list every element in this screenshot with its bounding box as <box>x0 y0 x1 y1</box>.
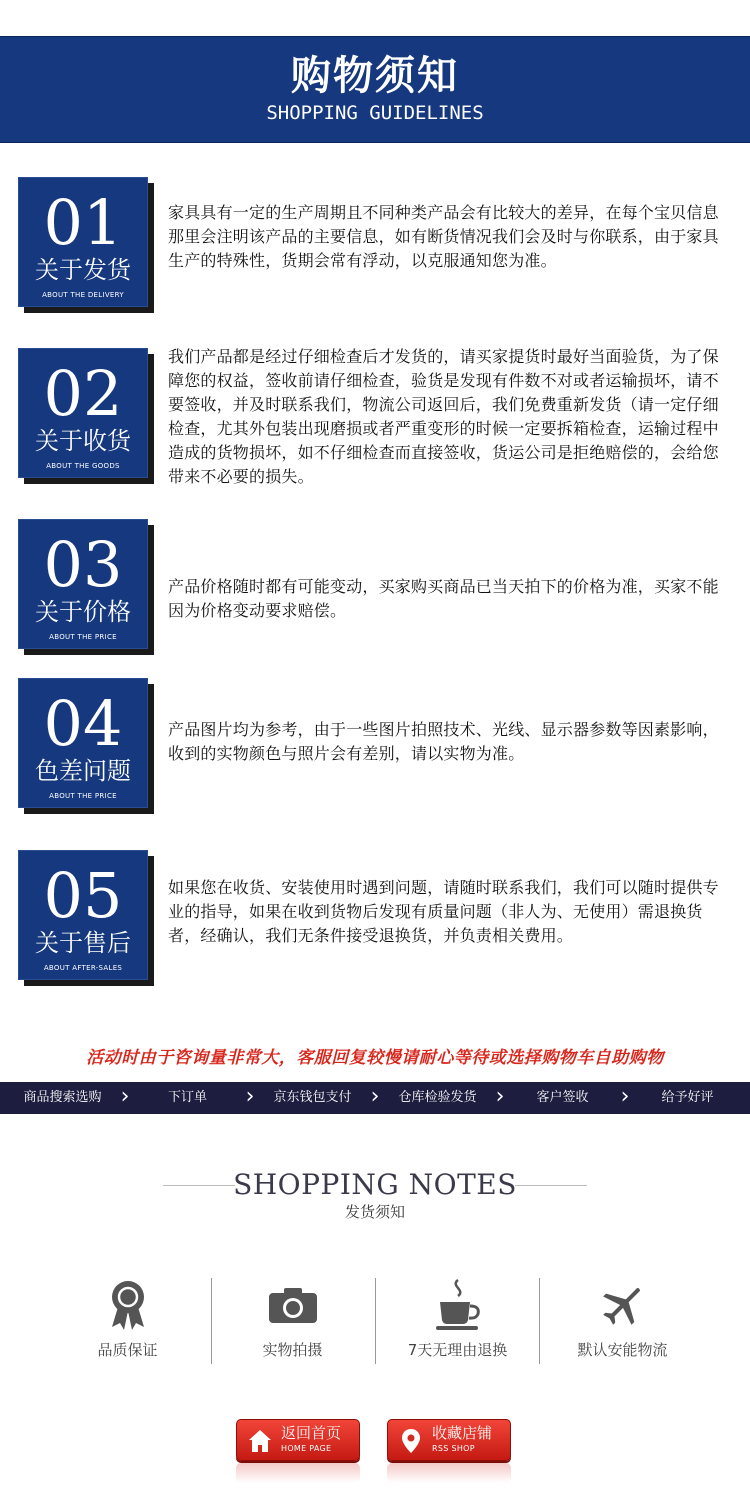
step-label: 商品搜索选购 <box>23 1090 102 1105</box>
guideline-number: 02 <box>43 357 123 430</box>
service-features <box>45 1278 705 1364</box>
guideline-badge <box>18 678 148 808</box>
feature-returns <box>375 1278 540 1364</box>
home-page-button[interactable] <box>236 1419 360 1461</box>
feature-label: 7天无理由退换 <box>407 1341 508 1359</box>
coffee-cup-icon <box>375 1278 540 1332</box>
airplane-icon <box>540 1278 705 1332</box>
header-banner <box>0 36 750 143</box>
shopping-notes-heading <box>0 1168 750 1222</box>
feature-label: 品质保证 <box>97 1341 158 1359</box>
guideline-title-en: ABOUT THE PRICE <box>49 633 117 641</box>
feature-quality <box>45 1278 210 1364</box>
chevron-right-icon: › <box>245 1084 255 1109</box>
favorite-shop-button[interactable] <box>387 1419 511 1461</box>
guideline-badge <box>18 850 148 980</box>
award-ribbon-icon <box>45 1278 210 1332</box>
chevron-right-icon: › <box>120 1084 130 1109</box>
chevron-right-icon: › <box>620 1084 630 1109</box>
step-pay <box>250 1082 380 1114</box>
button-label: 收藏店铺 <box>432 1424 493 1442</box>
step-order <box>125 1082 255 1114</box>
step-sign <box>500 1082 630 1114</box>
guideline-number: 03 <box>43 528 123 601</box>
guideline-badge <box>18 177 148 307</box>
button-label: 返回首页 <box>281 1424 342 1442</box>
guideline-title-en: ABOUT THE PRICE <box>49 792 117 800</box>
guideline-title: 关于发货 <box>35 256 131 284</box>
service-notice: 活动时由于咨询量非常大，客服回复较慢请耐心等待或选择购物车自助购物 <box>86 1048 664 1068</box>
shopping-notes-subtitle: 发货须知 <box>344 1203 405 1221</box>
guideline-title: 关于收货 <box>35 427 131 455</box>
feature-real-photos <box>210 1278 375 1364</box>
camera-icon <box>210 1278 375 1332</box>
guideline-badge <box>18 348 148 478</box>
guideline-number: 05 <box>43 859 123 932</box>
guideline-text: 产品图片均为参考，由于一些图片拍照技术、光线、显示器参数等因素影响，收到的实物颜色与照片会有差别，请以实物为准。 <box>168 720 719 763</box>
feature-label: 实物拍摄 <box>262 1341 323 1359</box>
feature-logistics <box>540 1278 705 1364</box>
step-search <box>0 1082 130 1114</box>
chevron-right-icon: › <box>370 1084 380 1109</box>
guideline-text: 家具具有一定的生产周期且不同种类产品会有比较大的差异，在每个宝贝信息那里会注明该产品的主要信息，如有断货情况我们会及时与你联系，由于家具生产的特殊性，货期会常有浮动，以克服通知您为准。 <box>168 203 719 270</box>
button-sublabel: RSS SHOP <box>432 1444 475 1453</box>
step-label: 京东钱包支付 <box>273 1090 352 1105</box>
step-label: 客户签收 <box>536 1090 589 1105</box>
guideline-text: 我们产品都是经过仔细检查后才发货的，请买家提货时最好当面验货，为了保障您的权益，签收前请仔细检查，验货是发现有件数不对或者运输损坏，请不要签收，并及时联系我们，物流公司返回后，我们免费重新发货（请一定仔细检查，尤其外包装出现磨损或者严重变形的时候一定要拆箱检查，运输过程中造成的货物损坏，如不仔细检查而直接签收，货运公司是拒绝赔偿的，会给您带来不必要的损失。 <box>168 347 719 486</box>
chevron-right-icon: › <box>495 1084 505 1109</box>
guideline-title-en: ABOUT AFTER-SALES <box>43 964 123 972</box>
purchase-steps-bar <box>0 1082 750 1114</box>
guideline-title: 色差问题 <box>35 757 131 785</box>
guideline-title: 关于售后 <box>35 929 131 957</box>
button-reflection <box>236 1463 360 1483</box>
step-label: 下订单 <box>167 1090 207 1105</box>
step-review <box>625 1082 750 1114</box>
feature-label: 默认安能物流 <box>577 1341 668 1359</box>
location-pin-icon <box>398 1428 424 1454</box>
step-ship <box>375 1082 505 1114</box>
guideline-title: 关于价格 <box>35 598 131 626</box>
shopping-notes-title: SHOPPING NOTES <box>233 1168 517 1201</box>
guideline-text: 如果您在收货、安装使用时遇到问题，请随时联系我们，我们可以随时提供专业的指导，如果在收到货物后发现有质量问题（非人为、无使用）需退换货者，经确认，我们无条件接受退换货，并负责相关费用。 <box>168 878 719 945</box>
guideline-title-en: ABOUT THE GOODS <box>46 462 120 470</box>
guideline-badge <box>18 519 148 649</box>
page-subtitle: SHOPPING GUIDELINES <box>266 102 484 124</box>
guideline-number: 01 <box>43 186 123 259</box>
button-sublabel: HOME PAGE <box>281 1444 332 1453</box>
step-label: 给予好评 <box>661 1090 714 1105</box>
page-title: 购物须知 <box>291 53 459 99</box>
guideline-title-en: ABOUT THE DELIVERY <box>42 291 124 299</box>
step-label: 仓库检验发货 <box>398 1090 477 1105</box>
guideline-number: 04 <box>43 687 123 760</box>
guideline-text: 产品价格随时都有可能变动，买家购买商品已当天拍下的价格为准，买家不能因为价格变动要求赔偿。 <box>168 577 719 620</box>
button-reflection <box>387 1463 511 1483</box>
home-icon <box>247 1428 273 1454</box>
